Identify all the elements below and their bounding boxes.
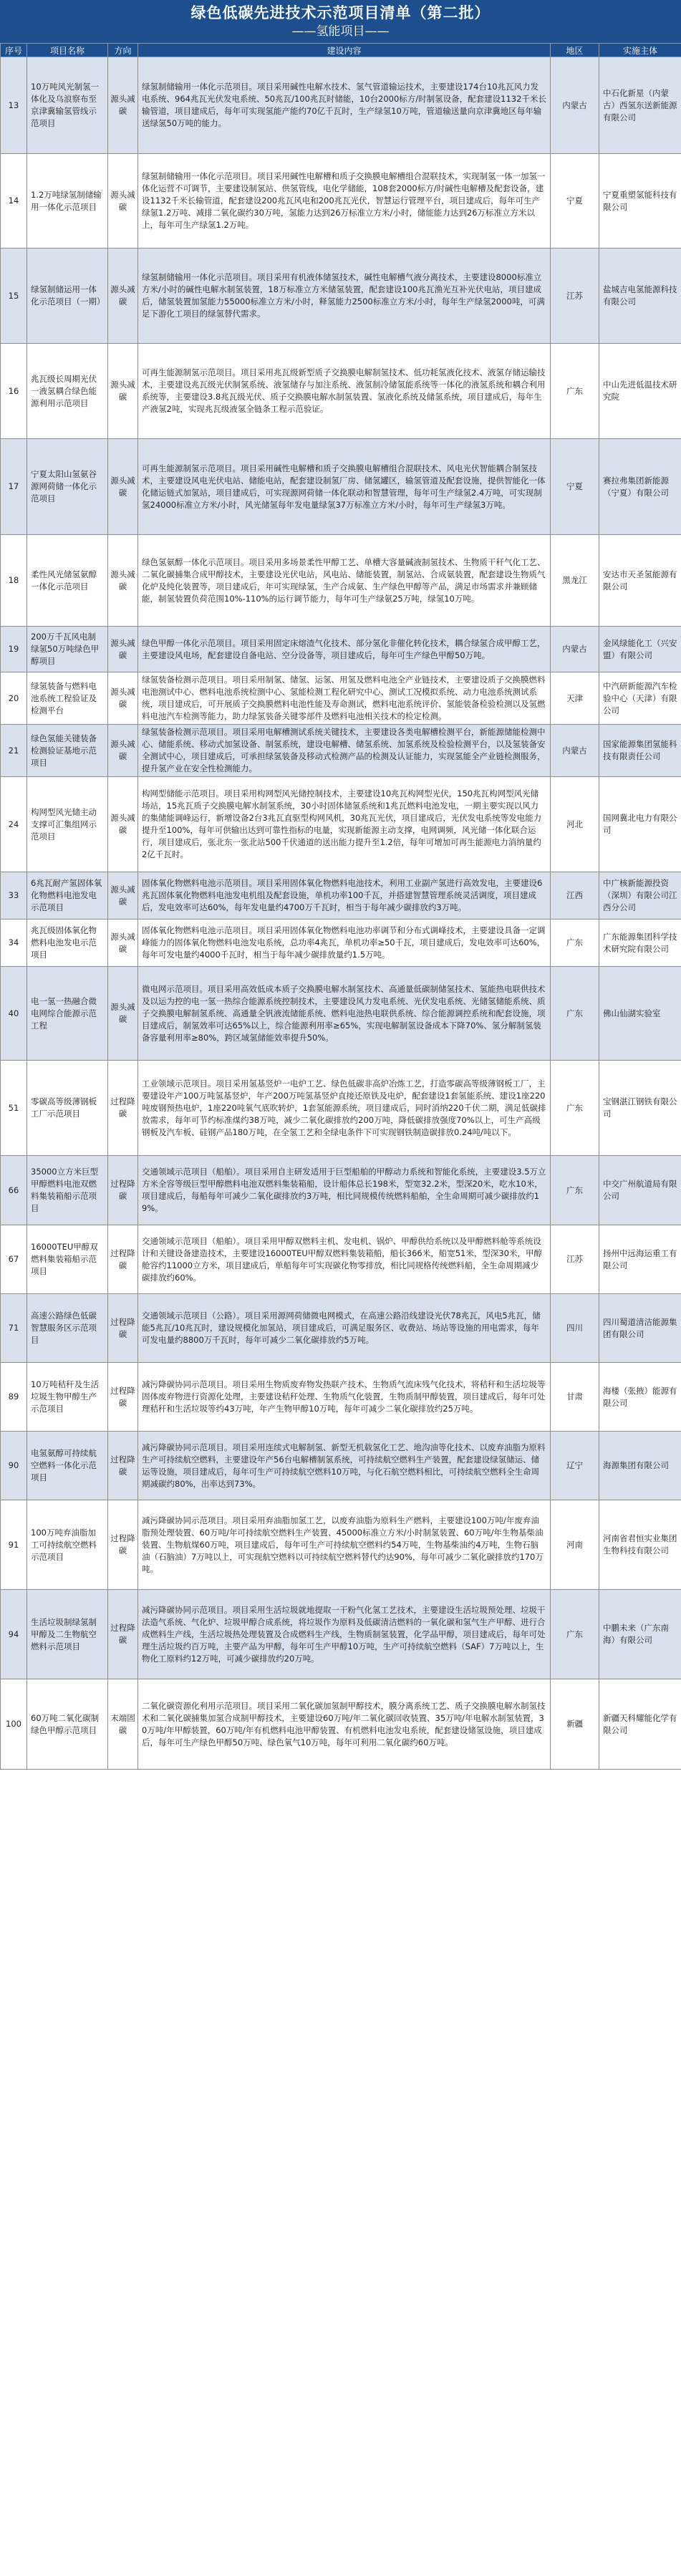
cell-name: 绿氢装备与燃料电池系统工程验证及检测平台 [27, 672, 108, 725]
cell-no: 90 [1, 1432, 27, 1500]
cell-desc: 微电网示范项目。项目采用高效低成本质子交换膜电解水制氢技术、高通量低碳制储氢技术、氢能热电联供技术及以运为控的电一氢一热综合能源系统控制技术，主要建设风力发电系统、光伏发电系统、光储氢储能系统、质子交换膜电解制氢系统、高通量全钒液流储能系统、燃料电池热电联供系统、综合能源调控系统和配套设施，项目建成后，制氢效率可达65%以上，综合能源利用率≥65%，实现电解制氢设备成本下降70%、氢分解制氢装备容量利用率≥80%，跨区域氢储能效率提升50%。 [138, 967, 551, 1061]
cell-no: 40 [1, 967, 27, 1061]
cell-no: 94 [1, 1590, 27, 1679]
cell-no: 33 [1, 872, 27, 920]
cell-desc: 可再生能源制氢示范项目。项目采用兆瓦级新型质子交换膜电解制氢技术、低功耗氢液化技术、液氢存储运输技术，主要建设兆瓦级光伏制氢系统、液氢储存与加注系统、液氢制冷储氢能系统等一体化的液氢系统和耦合利用系统等，主要建设3.8兆瓦级光伏、质子交换膜电解水制氢装置、氢液化系统及储氢系统，项目建成后，每年生产液氢2吨，实现兆瓦级液氢全链条工程示范验证。 [138, 344, 551, 439]
cell-region: 广东 [551, 920, 599, 967]
cell-direction: 源头减碳 [108, 777, 138, 872]
cell-region: 黑龙江 [551, 535, 599, 627]
cell-direction: 源头减碳 [108, 439, 138, 535]
cell-direction: 过程降碳 [108, 1156, 138, 1225]
cell-desc: 减污降碳协同示范项目。项目采用连续式电解制氢、新型无机载氢化工艺、地沟油等化技术、以废弃油脂为原料生产可持续航空燃料，主要建设年产56台电解槽制氢系统，可持续航空燃料生产装置，配套建设绿氢储运、储运等设施，项目建成后，每年可生产可持续航空燃料10万吨，与化石航空燃料相比，可持续航空燃料全生命周期减碳约80%，出率达到73%。 [138, 1432, 551, 1500]
cell-region: 广东 [551, 1590, 599, 1679]
cell-entity: 国家能源集团氢能科技有限责任公司 [599, 725, 681, 777]
cell-no: 21 [1, 725, 27, 777]
cell-desc: 减污降碳协同示范项目。项目采用弃油脂加氢工艺，以废弃油脂为原料生产燃料，主要建设100万吨/年废弃油脂预处理装置、60万吨/年可持续航空燃料生产装置、45000标准立方米/小时制氢装置、60万吨/年生物基柴油装置、生物航煤60万吨，项目建成后，每年可生产可持续航空燃料约54万吨，生物基柴油约4万吨，生物石脑油（石脑油）7万吨以上，可实现航空燃料以可持续航空燃料替代约达90%，每年可减少二氧化碳排放约170万吨。 [138, 1500, 551, 1590]
cell-desc: 绿氢制储输用一体化示范项目。项目采用有机液体储氢技术，碱性电解槽气液分离技术，主要建设8000标准立方米/小时的碱性电解水制氢装置，18万标准立方米储氢装置，配套建设100兆瓦渔光互补光伏电站，项目建成后，储氢装置加氢能力55000标准立方米/小时，释氢能力2500标准立方米/小时，每年生产绿氢2000吨，可满足下游化工项目的绿氢替代需求。 [138, 249, 551, 344]
cell-direction: 源头减碳 [108, 344, 138, 439]
cell-no: 16 [1, 344, 27, 439]
cell-region: 河北 [551, 777, 599, 872]
cell-region: 甘肃 [551, 1363, 599, 1432]
header-no: 序号 [1, 44, 27, 57]
table-row [1, 627, 681, 672]
cell-name: 6兆瓦耐产氢固体氧化物燃料电池发电示范项目 [27, 872, 108, 920]
cell-desc: 交通领域示范项目（公路）。项目采用源网荷储微电网模式，在高速公路沿线建设光伏78兆瓦，风电5兆瓦，储能5兆瓦/10兆瓦时，建设规模化加氢站，项目建成后，可满足服务区、收费站、场站等设施的用电需求，每年可发电量约8800万千瓦时，每年可减少二氧化碳排放约5万吨。 [138, 1294, 551, 1363]
cell-desc: 固体氧化物燃料电池示范项目。项目采用固体氧化物燃料电池技术，利用工业副产氢进行高效发电，主要建设6兆瓦固体氧化物燃料电池发电机组及配套设施，单机功率100千瓦，并搭建智慧管理系统灵活调度，项目建成后，发电效率可达60%，每年发电量约4700万千瓦时，相当于每年减少碳排放约3万吨。 [138, 872, 551, 920]
cell-entity: 四川蜀道清洁能源集团有限公司 [599, 1294, 681, 1363]
cell-region: 广东 [551, 1156, 599, 1225]
cell-name: 10万吨风光制氢一体化及乌浪察布至京津冀输氢管线示范项目 [27, 57, 108, 154]
cell-entity: 中汽研新能源汽车检验中心（天津）有限公司 [599, 672, 681, 725]
cell-direction: 过程降碳 [108, 1061, 138, 1156]
table-row [1, 672, 681, 725]
cell-entity: 海源集团有限公司 [599, 1432, 681, 1500]
cell-entity: 佛山仙湖实验室 [599, 967, 681, 1061]
cell-direction: 末端固碳 [108, 1679, 138, 1770]
cell-no: 66 [1, 1156, 27, 1225]
cell-no: 17 [1, 439, 27, 535]
cell-no: 18 [1, 535, 27, 627]
table-row [1, 1500, 681, 1590]
cell-entity: 宝钢湛江钢铁有限公司 [599, 1061, 681, 1156]
table-row [1, 1156, 681, 1225]
cell-no: 71 [1, 1294, 27, 1363]
cell-direction: 源头减碳 [108, 535, 138, 627]
table-row [1, 154, 681, 249]
cell-region: 宁夏 [551, 439, 599, 535]
cell-region: 广东 [551, 344, 599, 439]
cell-entity: 安达市天圣氢能源有限公司 [599, 535, 681, 627]
cell-entity: 金风绿能化工（兴安盟）有限公司 [599, 627, 681, 672]
cell-desc: 绿氢装备检测示范项目。项目采用电解槽测试系统关键技术，主要建设各类电解槽检测平台，新能源储能检测中心、储能系统、移动式加氢设备、制氢系统，建设电解槽、储氢系统、加氢系统及检验检测平台，以及氢装备安全测试中心，项目建成后，可承担绿氢装备及移动式检测产品的检测及认证能力，实现氢能全产业链检测服务，提升氢产业在安全性检测能力。 [138, 725, 551, 777]
header-entity: 实施主体 [599, 44, 681, 57]
cell-entity: 宁夏重塑氢能科技有限公司 [599, 154, 681, 249]
table-row [1, 344, 681, 439]
table-row [1, 1061, 681, 1156]
cell-region: 内蒙古 [551, 725, 599, 777]
cell-direction: 源头减碳 [108, 725, 138, 777]
cell-entity: 中交广州航道局有限公司 [599, 1156, 681, 1225]
cell-direction: 过程降碳 [108, 1294, 138, 1363]
cell-direction: 源头减碳 [108, 920, 138, 967]
cell-desc: 绿色氢氨醇一体化示范项目。项目采用多场景柔性甲醇工艺、单槽大容量碱液制氢技术、生物质干秆气化工艺、二氧化碳捕集合成甲醇技术，主要建设光伏电站，风电站、储能装置，制氢站、合成氨装置，配套建设生物质气化炉及纯化装置等，项目建成后，年可实现绿氢，生产合成氨、生产绿色甲醇等产品，满足市场需求并兼顾储能，制氢装置负荷范围10%-110%的运行调节能力，每年可生产绿氨25万吨，绿氢10万吨。 [138, 535, 551, 627]
cell-direction: 过程降碳 [108, 1590, 138, 1679]
table-row [1, 1225, 681, 1294]
cell-no: 14 [1, 154, 27, 249]
cell-desc: 交通领域示范项目（船舶）。项目采用自主研发适用于巨型船舶的甲醇动力系统和智能化系统，主要建设3.5万立方米全容等级巨型甲醇燃料电池双燃料集装箱船，设计船体总长198米，型宽32.2米，型深20米，吃水10米，项目建成后，每船每年可减少二氧化碳排放约3万吨，相比同规模传统燃料船舶，全生命周期可减少碳排放约19%。 [138, 1156, 551, 1225]
cell-direction: 过程降碳 [108, 1363, 138, 1432]
cell-no: 67 [1, 1225, 27, 1294]
cell-direction: 源头减碳 [108, 967, 138, 1061]
table-row [1, 967, 681, 1061]
cell-name: 兆瓦级长周期光伏一液氢耦合绿色能源利用示范项目 [27, 344, 108, 439]
cell-entity: 中广核新能源投资（深圳）有限公司江西分公司 [599, 872, 681, 920]
cell-name: 兆瓦级固体氧化物燃料电池发电示范项目 [27, 920, 108, 967]
cell-no: 89 [1, 1363, 27, 1432]
cell-no: 19 [1, 627, 27, 672]
cell-direction: 源头减碳 [108, 627, 138, 672]
cell-name: 高速公路绿色低碳智慧服务区示范项目 [27, 1294, 108, 1363]
cell-entity: 盐城吉电氢能源科技有限公司 [599, 249, 681, 344]
cell-direction: 源头减碳 [108, 672, 138, 725]
table-row [1, 439, 681, 535]
cell-desc: 固体氧化物燃料电池示范项目。项目采用固体氧化物燃料电池功率调节和分布式调峰技术，主要建设具备一定调峰能力的固体氧化物燃料电池发电系统，总功率4兆瓦，单机功率≥50千瓦，项目建成后，发电效率可达60%，每年可发电量约4000千瓦时，相当于每年减少碳排放量约1.5万吨。 [138, 920, 551, 967]
cell-name: 200万千瓦风电制绿氢50万吨绿色甲醇项目 [27, 627, 108, 672]
cell-entity: 中石化新星（内蒙古）西氢东送新能源有限公司 [599, 57, 681, 154]
cell-name: 宁夏太阳山氢氨谷源网荷储一体化示范项目 [27, 439, 108, 535]
cell-region: 江苏 [551, 249, 599, 344]
cell-entity: 扬州中远海运重工有限公司 [599, 1225, 681, 1294]
cell-direction: 源头减碳 [108, 154, 138, 249]
cell-entity: 中山先进低温技术研究院 [599, 344, 681, 439]
cell-name: 柔性风光储氢氨醇一体化示范项目 [27, 535, 108, 627]
cell-name: 生活垃圾制绿氢制甲醇及二生物航空燃料示范项目 [27, 1590, 108, 1679]
table-row [1, 1590, 681, 1679]
header-region: 地区 [551, 44, 599, 57]
cell-no: 13 [1, 57, 27, 154]
cell-entity: 海楼（张掖）能源有限公司 [599, 1363, 681, 1432]
cell-no: 51 [1, 1061, 27, 1156]
header-desc: 建设内容 [138, 44, 551, 57]
cell-direction: 源头减碳 [108, 57, 138, 154]
cell-no: 24 [1, 777, 27, 872]
cell-desc: 绿色甲醇一体化示范项目。项目采用固定床熔渣气化技术、部分氢化非催化转化技术，耦合绿氢合成甲醇工艺，主要建设风电场，配套建设自备电站、空分设备等，项目建成后，每年可生产绿色甲醇50万吨。 [138, 627, 551, 672]
cell-name: 10万吨秸秆及生活垃圾生物甲醇生产示范项目 [27, 1363, 108, 1432]
cell-region: 江西 [551, 872, 599, 920]
cell-desc: 绿氢装备检测示范项目。项目采用制氢、储氢、运氢、用氢及燃料电池全产业链技术，主要建设质子交换膜燃料电池测试中心、燃料电池系统检测中心、氢能检测工程化研究中心、测试工况模拟系统、动力电池系统测试系统，项目建成后，可开展质子交换膜燃料电池性能及寿命测试，燃料电池系统评价、氢能装备检验检测以及氢燃料电池汽车检测等能力，助力绿氢装备关键零部件及燃料电池相关技术的检定检测。 [138, 672, 551, 725]
cell-region: 广东 [551, 1061, 599, 1156]
header-name: 项目名称 [27, 44, 108, 57]
title-banner [0, 0, 681, 43]
cell-desc: 可再生能源制氢示范项目。项目采用碱性电解槽和质子交换膜电解槽组合混联技术、风电光伏智能耦合制氢技术，主要建设风电光伏电站、储能电站，配套建设制氢厂房、储氢罐区，输氢管道及配套设施，提供智能化一体化储运链式加氢站，项目建成后，可实现源网荷储一体化联动和智慧管理，每年可生产绿氢2.4万吨，可实现制氢24000标准立方米/小时，风光储氢每年发电量绿氢37万标准立方米/小时，每年可生产绿氢3万吨。 [138, 439, 551, 535]
cell-region: 广东 [551, 967, 599, 1061]
cell-direction: 源头减碳 [108, 249, 138, 344]
cell-entity: 赛拉弗集团新能源（宁夏）有限公司 [599, 439, 681, 535]
cell-entity: 国网冀北电力有限公司 [599, 777, 681, 872]
cell-name: 35000立方米巨型甲醇燃料电池双燃料集装箱船示范项目 [27, 1156, 108, 1225]
table-row [1, 725, 681, 777]
cell-region: 天津 [551, 672, 599, 725]
cell-direction: 过程降碳 [108, 1432, 138, 1500]
cell-region: 四川 [551, 1294, 599, 1363]
table-row [1, 1294, 681, 1363]
cell-name: 电氢氨醇可持续航空燃料一体化示范项目 [27, 1432, 108, 1500]
table-row [1, 535, 681, 627]
page-title: 绿色低碳先进技术示范项目清单（第二批） [190, 4, 491, 21]
cell-no: 34 [1, 920, 27, 967]
cell-direction: 过程降碳 [108, 1225, 138, 1294]
cell-name: 绿氢制储运用一体化示范项目（一期） [27, 249, 108, 344]
table-row [1, 1363, 681, 1432]
cell-name: 16000TEU甲醇双燃料集装箱船示范项目 [27, 1225, 108, 1294]
cell-region: 河南 [551, 1500, 599, 1590]
cell-entity: 河南省君恒实业集团生物科技有限公司 [599, 1500, 681, 1590]
cell-desc: 绿氢制储输用一体化示范项目。项目采用碱性电解槽和质子交换膜电解槽组合混联技术，实现制氢一体一加氢一体化运营不可调节，主要建设制氢站、供氢管线，电化学储能，108套2000标方/时碱性电解槽及配套设备，建设1132千米长输管道，配套建设200兆瓦风电和200兆瓦光伏，智慧运行管理平台，项目建成后，每年可生产绿氢1.2万吨、减排二氧化碳约30万吨，氢能力达到26万标准立方米/小时，储能能力达到26万标准立方米以上，每年可生产绿氢1.2万吨。 [138, 154, 551, 249]
header-direction: 方向 [108, 44, 138, 57]
cell-desc: 构网型储能示范项目。项目采用构网型风光储控制技术，主要建设10兆瓦构网型光伏，150兆瓦构网型风光储场站，15兆瓦质子交换膜电解水制氢系统，30小时固体储氢系统和1兆瓦燃料电池发电，一期主要实现以风力的集储能调峰运行，新增设备2台3兆瓦直驱型构网风机，30兆瓦光伏，项目建成后，光伏发电系统等发电能力提升至100%，每年可供输出达到可靠性指标的电量，实现新能源主动支撑，电网调频，风光储一体化联合运行，项目建成后，张北东一张北站500千伏通道的送出能力提升至1.2倍，每年可增加可再生能源电力消纳量约2亿千瓦时。 [138, 777, 551, 872]
page-subtitle: ——氢能项目—— [291, 24, 390, 39]
cell-region: 辽宁 [551, 1432, 599, 1500]
cell-region: 江苏 [551, 1225, 599, 1294]
cell-name: 1.2万吨绿氢制储输用一体化示范项目 [27, 154, 108, 249]
cell-no: 91 [1, 1500, 27, 1590]
cell-entity: 广东能源集团科学技术研究院有限公司 [599, 920, 681, 967]
cell-direction: 过程降碳 [108, 1500, 138, 1590]
cell-region: 宁夏 [551, 154, 599, 249]
table-row [1, 920, 681, 967]
cell-desc: 绿氢制储输用一体化示范项目。项目采用碱性电解水技术、氢气管道输运技术，主要建设174台10兆瓦风力发电系统、964兆瓦光伏发电系统、50兆瓦/100兆瓦时储能，10台2000标方/时制氢设备，配套建设1132千米长输管道，项目建成后，每年可实现氢能产能约70亿千瓦时，生产绿氢10万吨，管道输送量向京津冀地区每年输送绿氢50万吨的能力。 [138, 57, 551, 154]
cell-desc: 二氧化碳资源化利用示范项目。项目采用二氧化碳加氢制甲醇技术，膜分离系统工艺、质子交换膜电解水制氢技术和二氧化碳捕集加氢合成制甲醇技术，主要建设60万吨/年二氧化碳回收装置、35万吨/年电解水制氢装置，30万吨/年甲醇装置，60万吨/年有机燃料电池甲醇装置、有机燃料电池发电系统，配套建设储氢设施，项目建成后，每年可生产绿色甲醇50万吨、绿色氧气10万吨，每年可利用二氧化碳约60万吨。 [138, 1679, 551, 1770]
table-header [1, 44, 681, 57]
cell-entity: 新疆天科耀能化学有限公司 [599, 1679, 681, 1770]
cell-region: 内蒙古 [551, 57, 599, 154]
project-table [0, 43, 681, 1770]
cell-desc: 交通领域示范项目（船舶）。项目采用甲醇双燃料主机、发电机、锅炉、甲醇供给系统以及甲醇燃料舱等系统设计和关键设备建造技术，主要建设16000TEU甲醇双燃料集装箱船，船长366米，船宽51米，型深30米，甲醇舱容约11000立方米，项目建成后，单船每年可实现碳化物零排放，相比同规格传统燃料船，全生命周期减少碳排放约60%。 [138, 1225, 551, 1294]
cell-name: 100万吨弃油脂加工可持续航空燃料示范项目 [27, 1500, 108, 1590]
cell-no: 100 [1, 1679, 27, 1770]
cell-no: 15 [1, 249, 27, 344]
cell-name: 电一氢一热融合微电网综合能源示范工程 [27, 967, 108, 1061]
cell-region: 新疆 [551, 1679, 599, 1770]
cell-name: 绿色氢能关键装备检测验证基地示范项目 [27, 725, 108, 777]
cell-direction: 源头减碳 [108, 872, 138, 920]
table-row [1, 777, 681, 872]
table-row [1, 1679, 681, 1770]
cell-desc: 减污降碳协同示范项目。项目采用生活垃圾就地提取一干粉气化氢工艺技术，主要建设生活垃圾预处理、垃圾干法造气系统、气化炉、垃圾甲醇合成系统，将垃圾作为原料及低碳清洁燃料的一氧化碳和氢气生产甲醇、进行合成燃料生产线，生活垃圾热处理装置及合成燃料生产线，生物质制氢装置，化学品甲醇，项目建成后，每年可处理生活垃圾约百万吨，主要产品为甲醇，每年可生产甲醇10万吨，生产可持续航空燃料（SAF）7万吨以上，生物化工原料约12万吨，可减少碳排放约20万吨。 [138, 1590, 551, 1679]
cell-name: 构网型风光储主动支撑可汇集组网示范项目 [27, 777, 108, 872]
table-row [1, 249, 681, 344]
cell-name: 60万吨二氧化碳制绿色甲醇示范项目 [27, 1679, 108, 1770]
cell-name: 零碳高等级薄钢板工厂示范项目 [27, 1061, 108, 1156]
cell-desc: 减污降碳协同示范项目。项目采用生物质废弃物发热联产技术、生物质气流床残气化技术，将秸秆和生活垃圾等固体废弃物进行资源化处理，主要建设秸秆处理、生物质气化装置，生物质制甲醇装置，项目建成后，每年可处理秸秆和生活垃圾等约43万吨，年产生物甲醇10万吨，每年可减少二氧化碳排放约25万吨。 [138, 1363, 551, 1432]
cell-region: 内蒙古 [551, 627, 599, 672]
cell-desc: 工业领域示范项目。项目采用氢基竖炉一电炉工艺、绿色低碳非高炉冶炼工艺，打造零碳高等级薄钢板工厂，主要建设年产100万吨氢基竖炉，年产200万吨氢基竖炉直接还原铁及电炉，配套建设1套氢能系统、建设1座220吨废钢预热电炉，1座220吨氧气底吹转炉，1套氢能源系统，项目建成后，同时消纳220千伏二期，满足低碳排放需求，每年可节约标准煤约38万吨，减少二氧化碳排放约200万吨，降低碳排放强度70%以上，可生产高级钢板及汽车板、硅钢产品180万吨，在全氢工艺和全绿电条件下可实现钢铁制造碳排放0.24吨/吨以下。 [138, 1061, 551, 1156]
table-row [1, 1432, 681, 1500]
table-row [1, 57, 681, 154]
table-row [1, 872, 681, 920]
cell-no: 20 [1, 672, 27, 725]
cell-entity: 中鹏未来（广东南海）有限公司 [599, 1590, 681, 1679]
